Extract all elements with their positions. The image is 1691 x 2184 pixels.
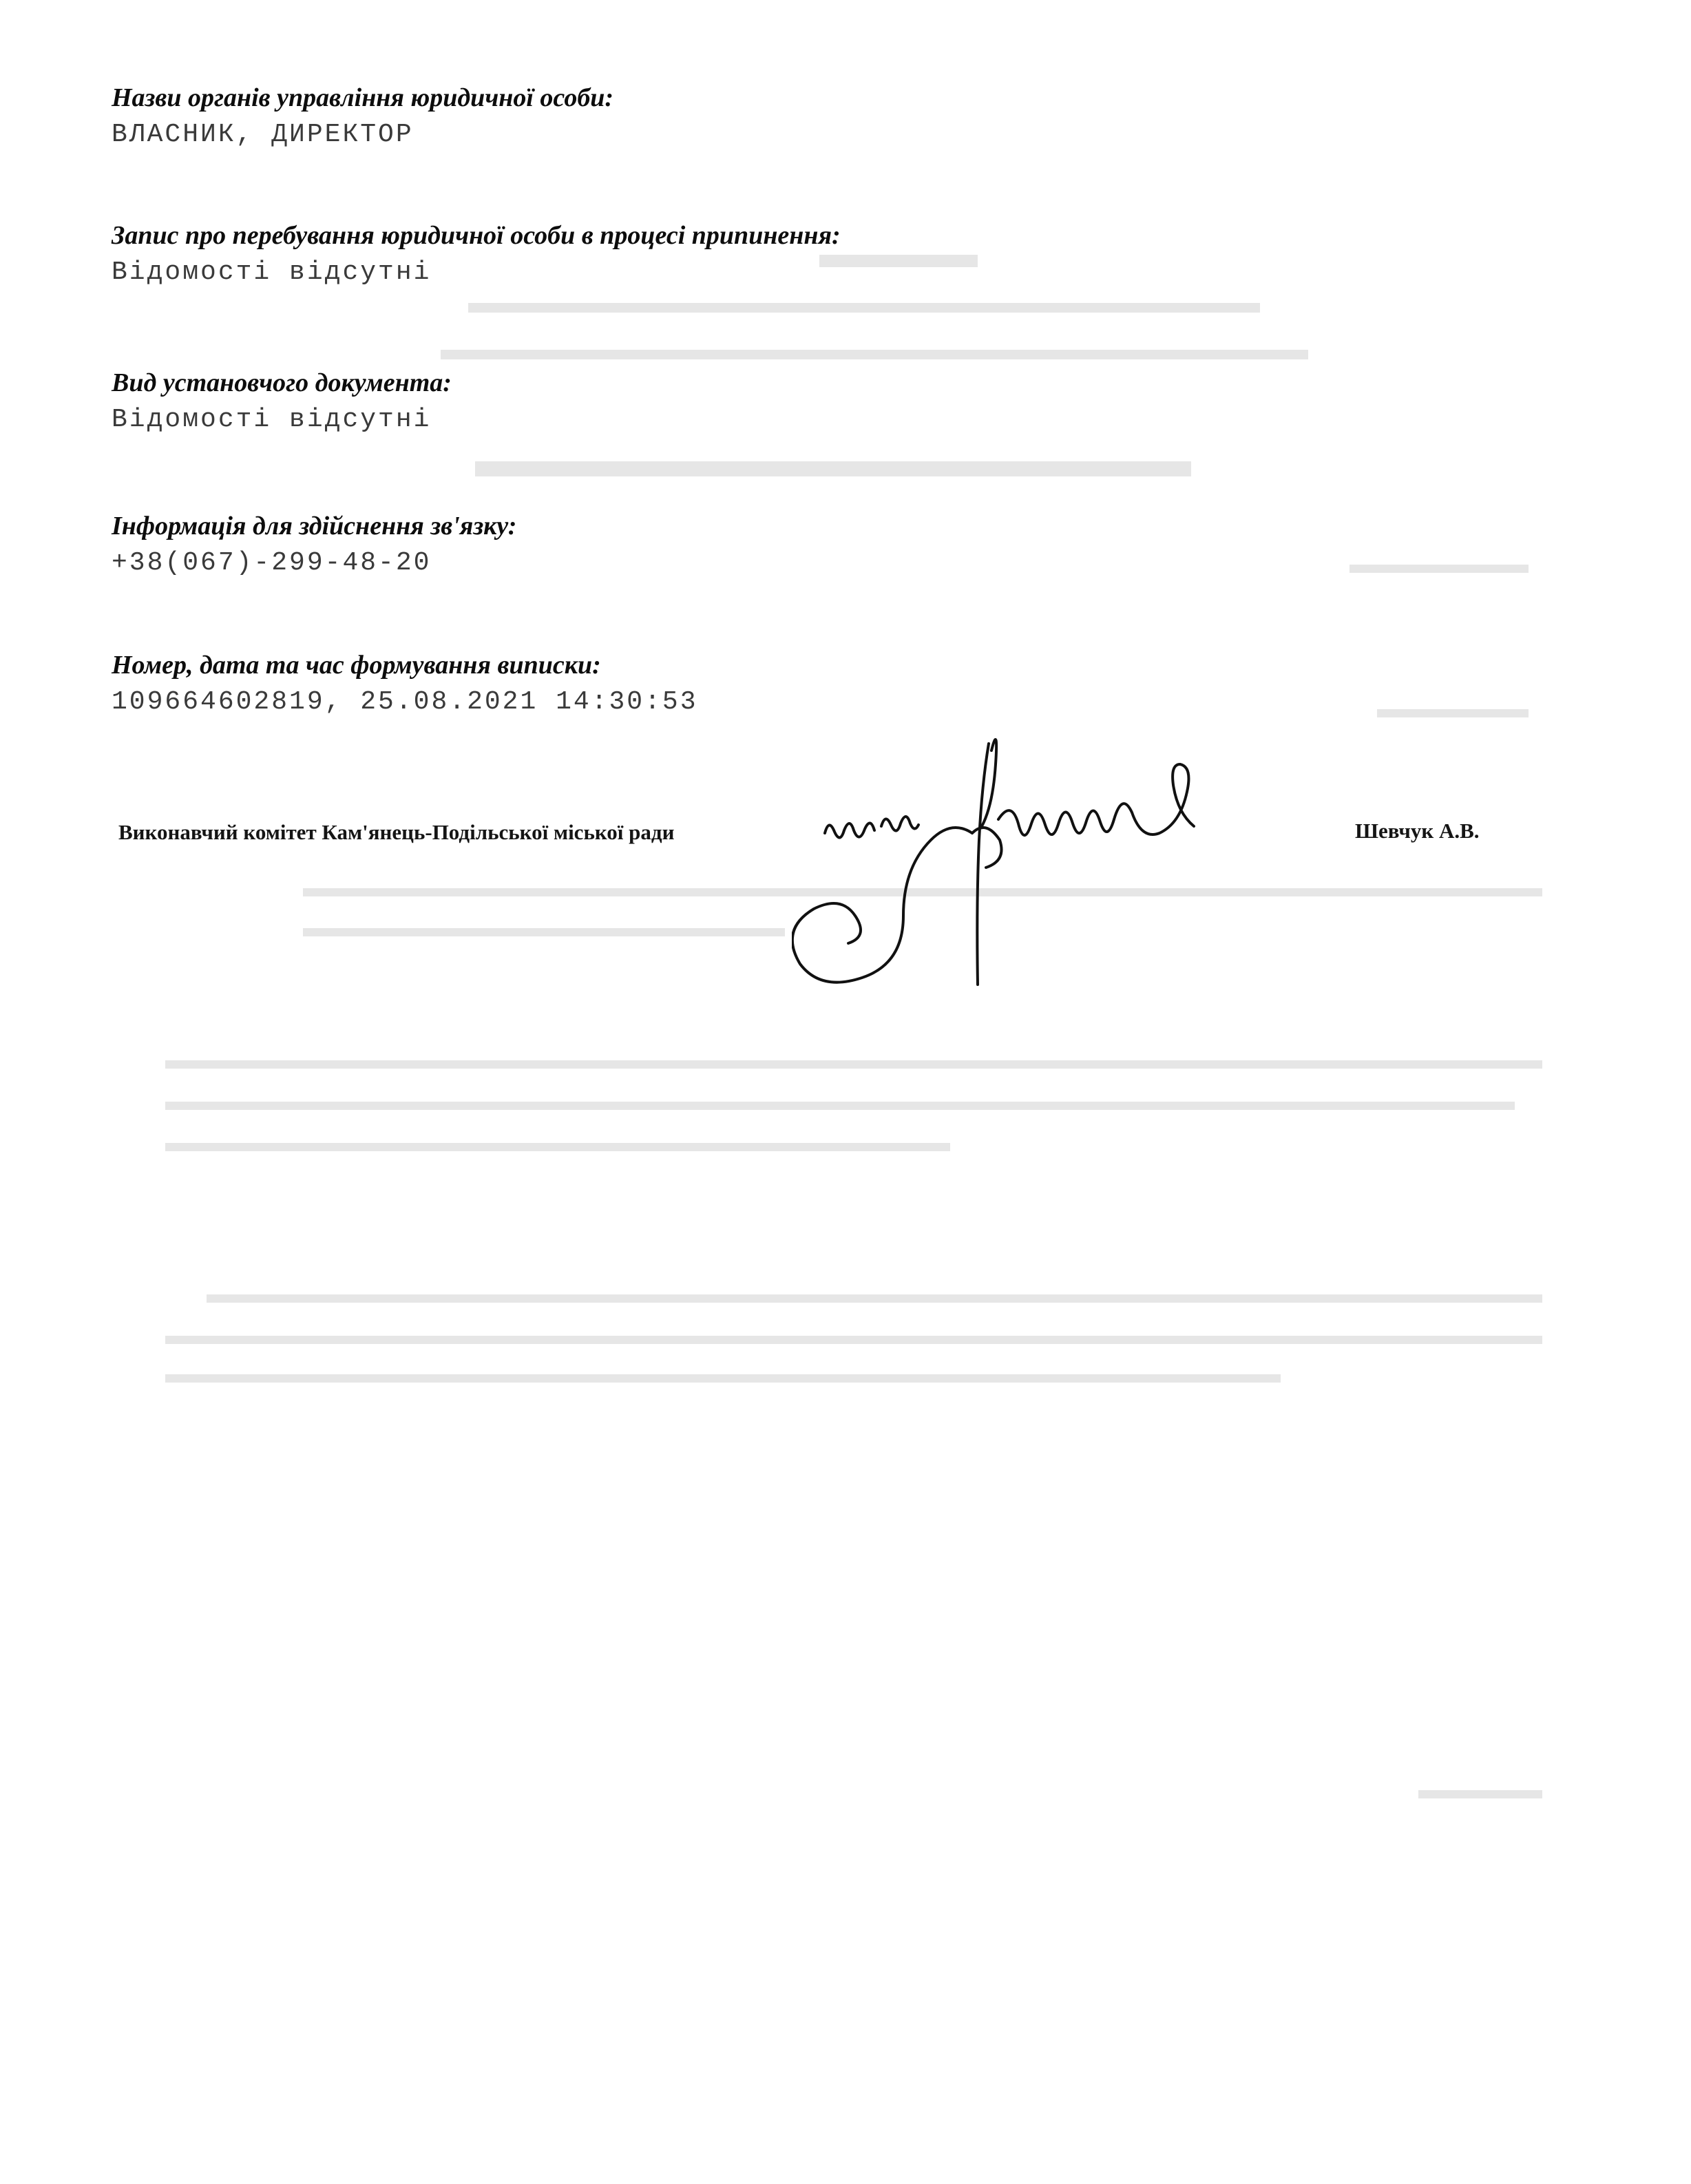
handwritten-signature — [792, 730, 1260, 1005]
field-value: 109664602819, 25.08.2021 14:30:53 — [112, 687, 698, 717]
field-founding-document — [112, 366, 452, 437]
field-contact-info — [112, 510, 516, 580]
field-value: +38(067)-299-48-20 — [112, 548, 432, 578]
field-value: Відомості відсутні — [112, 258, 432, 287]
field-value: ВЛАСНИК, ДИРЕКТОР — [112, 120, 414, 149]
field-label: Номер, дата та час формування виписки: — [112, 651, 601, 680]
field-termination-record — [112, 219, 841, 289]
field-label: Запис про перебування юридичної особи в процесі припинення: — [112, 221, 841, 250]
field-extract-number-date — [112, 649, 698, 719]
field-label: Назви органів управління юридичної особи: — [112, 83, 614, 112]
issuing-organization: Виконавчий комітет Кам'янець-Подільської міської ради — [118, 820, 675, 844]
signer-name: Шевчук А.В. — [1355, 819, 1480, 843]
field-label: Інформація для здійснення зв'язку: — [112, 512, 517, 540]
field-label: Вид установчого документа: — [112, 368, 452, 397]
field-management-bodies — [112, 81, 613, 151]
field-value: Відомості відсутні — [112, 405, 432, 434]
